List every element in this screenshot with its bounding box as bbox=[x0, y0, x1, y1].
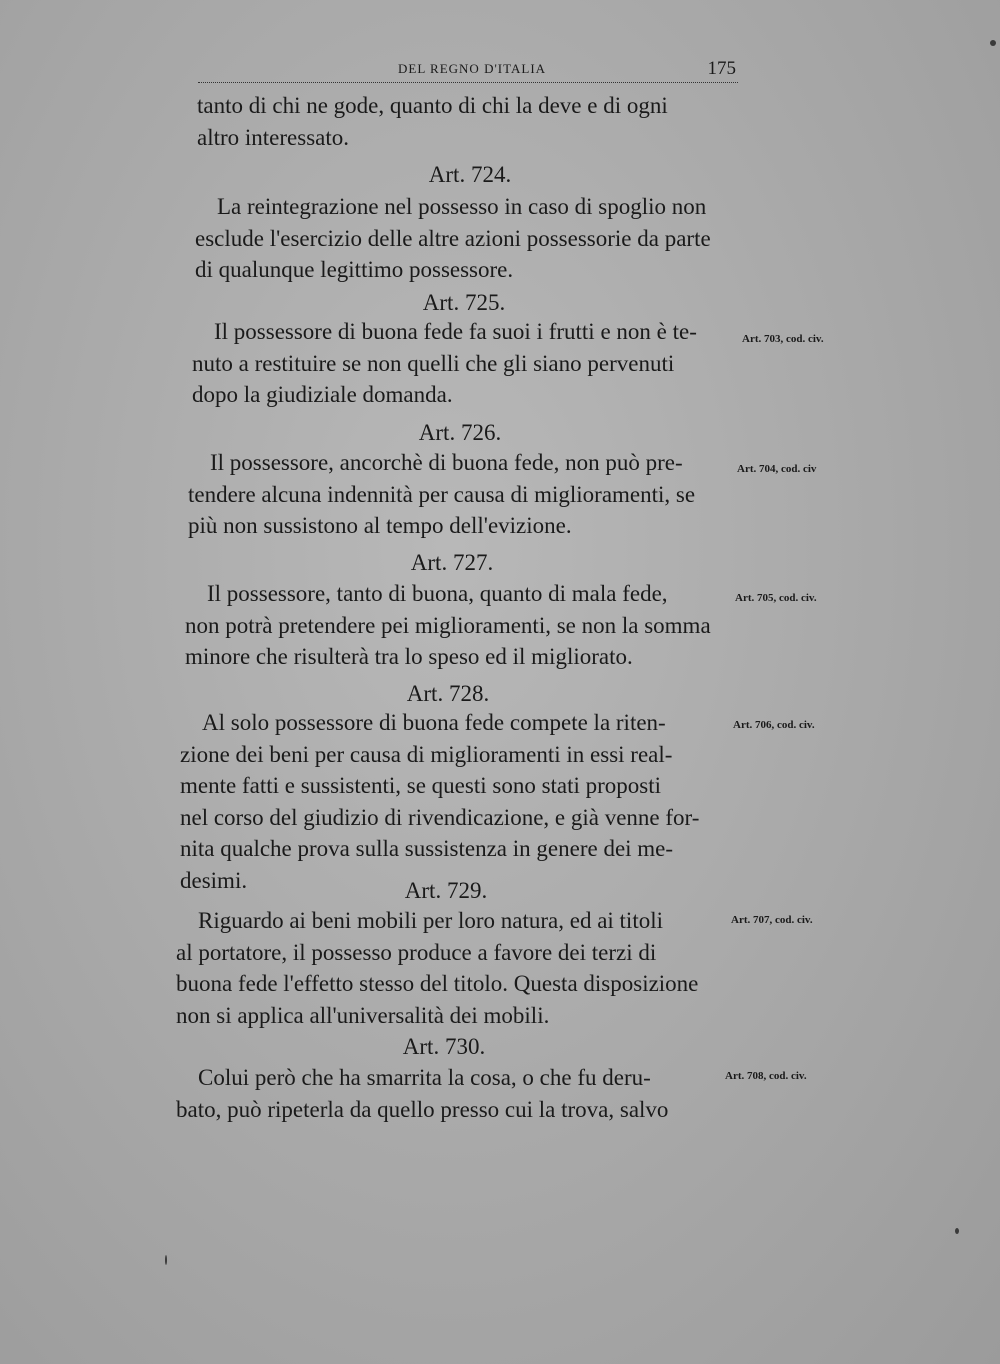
article-text-724 bbox=[195, 191, 735, 286]
text-line: dopo la giudiziale domanda. bbox=[192, 382, 453, 407]
text-line: zione dei beni per causa di miglioramenti in essi real- bbox=[180, 741, 673, 767]
running-title: DEL REGNO D'ITALIA bbox=[398, 61, 547, 76]
article-heading-730: Art. 730. bbox=[402, 1034, 486, 1059]
text-line: Al solo possessore di buona fede compete la riten- bbox=[202, 710, 666, 735]
text-line: tendere alcuna indennità per causa di miglioramenti, se bbox=[188, 481, 696, 507]
text-line: nel corso del giudizio di rivendicazione, e già venne for- bbox=[180, 804, 700, 830]
text-line: Il possessore di buona fede fa suoi i frutti e non è te- bbox=[214, 319, 697, 344]
text-line: Il possessore, tanto di buona, quanto di mala fede, bbox=[207, 581, 668, 606]
article-heading-728: Art. 728. bbox=[406, 681, 490, 706]
scan-speck bbox=[990, 40, 996, 46]
margin-note-727: Art. 705, cod. civ. bbox=[735, 592, 817, 604]
margin-note-729: Art. 707, cod. civ. bbox=[731, 914, 813, 926]
article-heading-729: Art. 729. bbox=[404, 878, 488, 903]
running-header bbox=[198, 58, 738, 83]
text-line: esclude l'esercizio delle altre azioni possessorie da parte bbox=[195, 225, 711, 251]
text-line: tanto di chi ne gode, quanto di chi la deve e di ogni bbox=[197, 93, 668, 118]
paragraph-continuation bbox=[197, 90, 737, 153]
margin-note-730: Art. 708, cod. civ. bbox=[725, 1070, 807, 1082]
text-line: mente fatti e sussistenti, se questi sono stati proposti bbox=[180, 773, 662, 798]
article-text-727 bbox=[185, 578, 725, 673]
scan-speck bbox=[955, 1228, 959, 1234]
article-heading-724: Art. 724. bbox=[428, 162, 512, 187]
text-line: Colui però che ha smarrita la cosa, o che fu deru- bbox=[198, 1065, 651, 1090]
text-line: desimi. bbox=[180, 867, 248, 893]
text-line: bato, può ripeterla da quello presso cui la trova, salvo bbox=[176, 1096, 669, 1122]
article-text-729 bbox=[176, 905, 721, 1031]
text-line: non potrà pretendere pei miglioramenti, se non la somma bbox=[185, 612, 711, 638]
text-line: più non sussistono al tempo dell'evizione. bbox=[188, 513, 572, 538]
margin-note-728: Art. 706, cod. civ. bbox=[733, 719, 815, 731]
article-text-728 bbox=[180, 707, 725, 896]
article-heading-726: Art. 726. bbox=[418, 420, 502, 445]
article-text-726 bbox=[188, 447, 728, 542]
scan-speck bbox=[165, 1255, 167, 1265]
text-line: di qualunque legittimo possessore. bbox=[195, 257, 514, 282]
article-heading-727: Art. 727. bbox=[410, 550, 494, 575]
text-line: buona fede l'effetto stesso del titolo. Questa disposizione bbox=[176, 971, 699, 996]
article-text-725 bbox=[192, 316, 732, 411]
text-line: non si applica all'universalità dei mobili. bbox=[176, 1002, 550, 1028]
text-line: al portatore, il possesso produce a favore dei terzi di bbox=[176, 939, 657, 965]
text-line: La reintegrazione nel possesso in caso di spoglio non bbox=[217, 194, 707, 219]
margin-note-726: Art. 704, cod. civ bbox=[737, 463, 817, 475]
page-number: 175 bbox=[707, 58, 736, 79]
text-line: nuto a restituire se non quelli che gli siano pervenuti bbox=[192, 350, 675, 376]
text-line: minore che risulterà tra lo speso ed il migliorato. bbox=[185, 644, 633, 669]
article-text-730 bbox=[176, 1062, 716, 1125]
text-line: altro interessato. bbox=[197, 124, 350, 150]
text-line: nita qualche prova sulla sussistenza in genere dei me- bbox=[180, 836, 674, 861]
text-line: Riguardo ai beni mobili per loro natura, ed ai titoli bbox=[198, 908, 663, 933]
margin-note-725: Art. 703, cod. civ. bbox=[742, 333, 824, 345]
article-heading-725: Art. 725. bbox=[422, 290, 506, 315]
text-line: Il possessore, ancorchè di buona fede, non può pre- bbox=[210, 450, 683, 475]
